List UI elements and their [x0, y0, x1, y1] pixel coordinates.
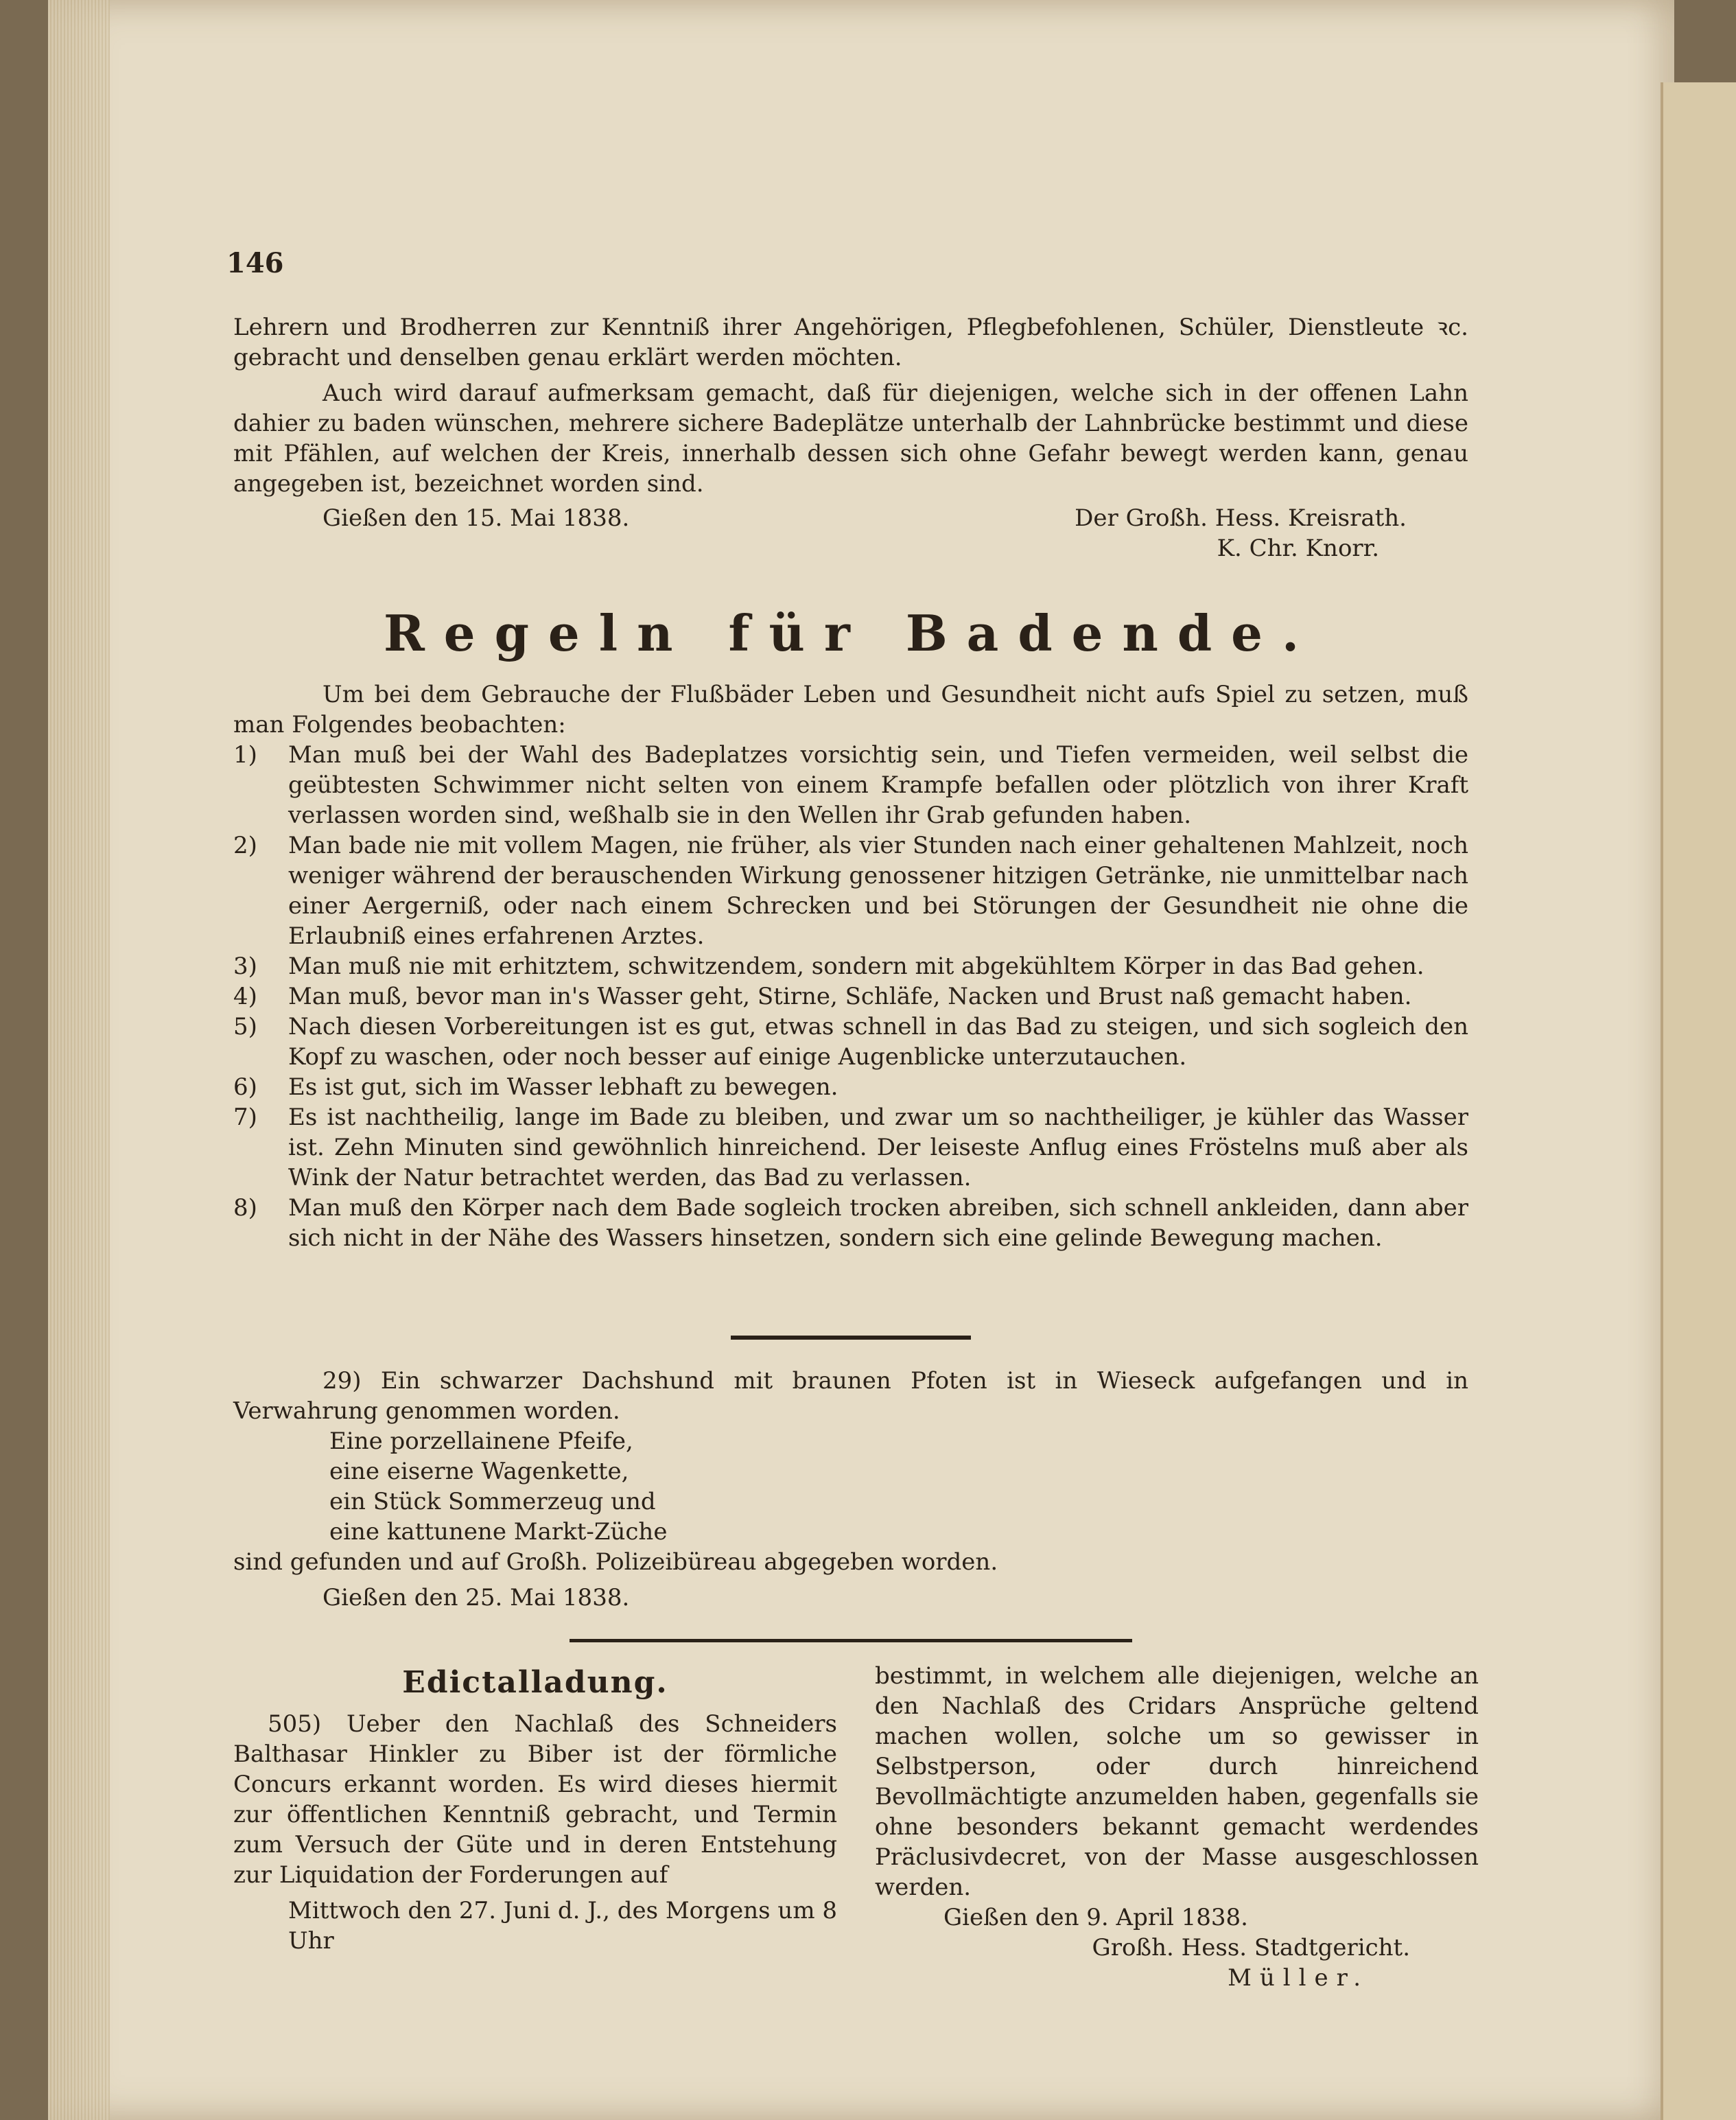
- rule-number: 5): [233, 1013, 257, 1040]
- signature-title: Der Großh. Hess. Kreisrath.: [1075, 504, 1407, 532]
- edict-heading: Edictalladung.: [402, 1665, 668, 1700]
- found-item: ein Stück Sommerzeug und: [329, 1488, 656, 1515]
- rule-number: 7): [233, 1104, 257, 1131]
- edict-paragraph-right: bestimmt, in welchem alle diejenigen, welche an den Nachlaß des Cridars Ansprüche geltend machen wollen, solche um so gewisser in Selbstperson, oder durch hinreichend Bevollmächtigte anzumelden haben, gegenfalls sie ohne besonders bekannt gemacht werdendes Präclusivdecret, von der Masse ausgeschlossen werden.: [875, 1662, 1479, 1901]
- rules-heading: Regeln für Badende.: [383, 604, 1319, 662]
- intro-date: Gießen den 15. Mai 1838.: [322, 504, 630, 532]
- rule-number: 8): [233, 1194, 257, 1222]
- rule-number: 3): [233, 953, 257, 980]
- intro-signature-row: [233, 503, 1468, 533]
- section-divider: [731, 1336, 971, 1340]
- rule-text: Man muß den Körper nach dem Bade sogleich trocken abreiben, sich schnell ankleiden, dann aber sich nicht in der Nähe des Wassers hinsetzen, sondern sich eine gelinde Bewegung machen.: [288, 1194, 1468, 1252]
- rule-item: [233, 740, 1468, 830]
- edict-date: Gießen den 9. April 1838.: [943, 1904, 1248, 1931]
- page-number: 146: [226, 247, 284, 279]
- rule-item: [233, 1072, 1468, 1102]
- rules-section: [233, 679, 1468, 1253]
- found-item: Eine porzellainene Pfeife,: [329, 1428, 633, 1455]
- rule-number: 6): [233, 1073, 257, 1101]
- signature-name: K. Chr. Knorr.: [1217, 535, 1379, 562]
- rule-text: Man muß nie mit erhitztem, schwitzendem, sondern mit abgekühltem Körper in das Bad gehen.: [288, 953, 1424, 980]
- rule-item: [233, 1102, 1468, 1193]
- found-item: eine eiserne Wagenkette,: [329, 1458, 629, 1485]
- rule-item: [233, 1193, 1468, 1253]
- facing-page-edge: [1661, 82, 1736, 2120]
- rule-item: [233, 830, 1468, 951]
- rule-number: 1): [233, 741, 257, 769]
- edict-left-column: [233, 1665, 837, 1956]
- rule-text: Nach diesen Vorbereitungen ist es gut, etwas schnell in das Bad zu steigen, und sich sogleich den Kopf zu waschen, oder noch besser auf einige Augenblicke unterzutauchen.: [288, 1013, 1468, 1071]
- lost-found-paragraph: 29) Ein schwarzer Dachshund mit braunen Pfoten ist in Wieseck aufgefangen und in Verwahrung genommen worden.: [233, 1367, 1468, 1425]
- page-edges: [48, 0, 110, 2120]
- section-divider: [570, 1639, 1132, 1642]
- intro-paragraph-2: Auch wird darauf aufmerksam gemacht, daß für diejenigen, welche sich in der offenen Lahn dahier zu baden wünschen, mehrere sichere Badeplätze unterhalb der Lahnbrücke bestimmt und diese mit Pfählen, auf welchen der Kreis, innerhalb dessen sich ohne Gefahr bewegt werden kann, genau angegeben ist, bezeichnet worden sind.: [233, 380, 1468, 498]
- rule-text: Man muß bei der Wahl des Badeplatzes vorsichtig sein, und Tiefen vermeiden, weil selbst die geübtesten Schwimmer nicht selten von einem Krampfe befallen oder plötzlich von ihrer Kraft verlassen worden sind, weßhalb sie in den Wellen ihr Grab gefunden haben.: [288, 741, 1468, 829]
- edict-right-column: [875, 1661, 1479, 1993]
- rule-item: [233, 951, 1468, 981]
- edict-court: Großh. Hess. Stadtgericht.: [1092, 1934, 1410, 1961]
- rule-text: Man muß, bevor man in's Wasser geht, Stirne, Schläfe, Nacken und Brust naß gemacht haben.: [288, 983, 1412, 1010]
- rule-text: Man bade nie mit vollem Magen, nie früher, als vier Stunden nach einer gehaltenen Mahlzeit, noch weniger während der berauschenden Wirkung genossener hitzigen Getränke, nie unmittelbar nach einer Aergerniß, oder nach einem Schrecken und bei Störungen der Gesundheit nie ohne die Erlaubniß eines erfahrenen Arztes.: [288, 832, 1468, 950]
- found-item: eine kattunene Markt-Züche: [329, 1518, 668, 1546]
- rule-text: Es ist gut, sich im Wasser lebhaft zu bewegen.: [288, 1073, 838, 1101]
- edict-paragraph-left: 505) Ueber den Nachlaß des Schneiders Balthasar Hinkler zu Biber ist der förmliche Concurs erkannt worden. Es wird dieses hiermit zur öffentlichen Kenntniß gebracht, und Termin zum Versuch der Güte und in deren Entstehung zur Liquidation der Forderungen auf: [233, 1710, 837, 1889]
- lost-found-date: Gießen den 25. Mai 1838.: [322, 1584, 630, 1611]
- lost-found-closing: sind gefunden und auf Großh. Polizeibüreau abgegeben worden.: [233, 1548, 998, 1576]
- rule-text: Es ist nachtheilig, lange im Bade zu bleiben, und zwar um so nachtheiliger, je kühler das Wasser ist. Zehn Minuten sind gewöhnlich hinreichend. Der leiseste Anflug eines Fröstelns muß aber als Wink der Natur betrachtet werden, das Bad zu verlassen.: [288, 1104, 1468, 1191]
- edict-signature: Müller.: [1228, 1964, 1369, 1992]
- found-items-list: [233, 1426, 1468, 1547]
- rules-intro: Um bei dem Gebrauche der Flußbäder Leben und Gesundheit nicht aufs Spiel zu setzen, muß man Folgendes beobachten:: [233, 681, 1468, 738]
- rule-item: [233, 981, 1468, 1012]
- rule-item: [233, 1012, 1468, 1072]
- intro-section: [233, 312, 1468, 563]
- rule-number: 2): [233, 832, 257, 859]
- lost-found-section: [233, 1366, 1468, 1613]
- edict-term-date: Mittwoch den 27. Juni d. J., des Morgens um 8 Uhr: [288, 1897, 837, 1955]
- rule-number: 4): [233, 983, 257, 1010]
- intro-paragraph-1: Lehrern und Brodherren zur Kenntniß ihrer Angehörigen, Pflegbefohlenen, Schüler, Dienstleute ꝛc. gebracht und denselben genau erklärt werden möchten.: [233, 314, 1468, 371]
